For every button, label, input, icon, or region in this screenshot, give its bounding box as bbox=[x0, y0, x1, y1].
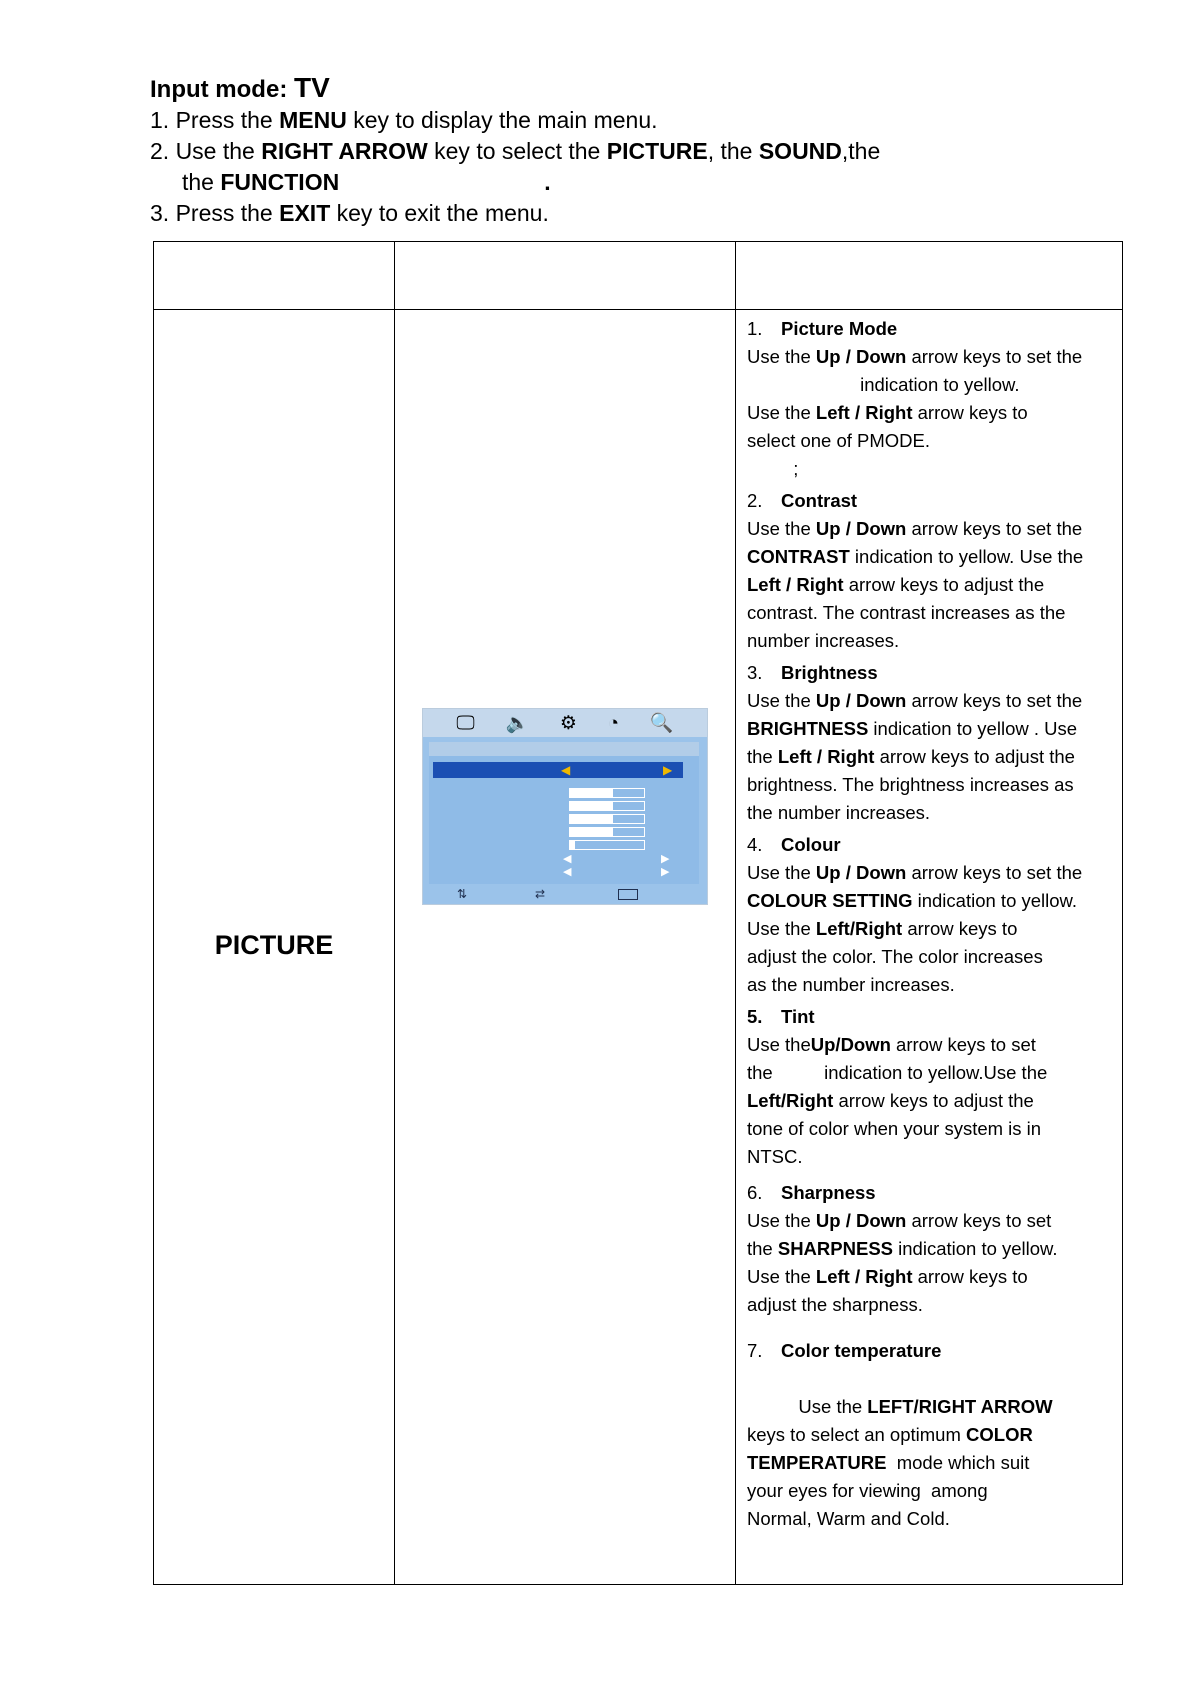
header-cell-description bbox=[736, 242, 1123, 310]
section-line bbox=[747, 427, 1113, 455]
section-line bbox=[747, 1031, 1113, 1059]
section-line bbox=[747, 543, 1113, 571]
section-title: Contrast bbox=[781, 490, 858, 511]
section-number: 5. bbox=[747, 1006, 763, 1027]
section-line bbox=[747, 715, 1113, 743]
line-segment: arrow keys to set the bbox=[906, 690, 1083, 711]
line-segment: LEFT/RIGHT ARROW bbox=[867, 1396, 1053, 1417]
line-segment: arrow keys to set the bbox=[906, 346, 1083, 367]
line-segment: Up / Down bbox=[815, 862, 907, 883]
line-segment: Use the bbox=[747, 1034, 811, 1055]
section-number: 4. bbox=[747, 834, 763, 855]
osd-panel bbox=[429, 742, 699, 884]
section-4 bbox=[747, 831, 1113, 999]
line-segment: Use the bbox=[747, 1266, 816, 1287]
picture-icon: 🖵 bbox=[456, 712, 475, 734]
line-segment: SHARPNESS bbox=[777, 1238, 893, 1259]
osd-selected-row bbox=[433, 762, 683, 778]
section-number: 6. bbox=[747, 1182, 763, 1203]
line-segment: COLOUR SETTING bbox=[747, 890, 913, 911]
line-segment: arrow keys to set the bbox=[906, 862, 1083, 883]
section-heading bbox=[747, 659, 1113, 687]
line-segment: BRIGHTNESS bbox=[747, 718, 869, 739]
line-segment: Use the bbox=[747, 862, 816, 883]
section-number: 2. bbox=[747, 490, 763, 511]
function-icon: ⚙ bbox=[559, 712, 577, 734]
osd-bar-fill bbox=[570, 789, 613, 797]
line-segment: keys to select an optimum bbox=[747, 1424, 967, 1445]
line-segment: Left/Right bbox=[815, 918, 903, 939]
line-segment: arrow keys to bbox=[912, 1266, 1028, 1287]
line-segment: Left / Right bbox=[747, 574, 844, 595]
osd-bar-fill bbox=[570, 815, 613, 823]
line-segment: adjust the sharpness. bbox=[747, 1294, 923, 1315]
line-segment: Up / Down bbox=[815, 346, 907, 367]
section-line bbox=[747, 687, 1113, 715]
step-2: 2. Use the RIGHT ARROW key to select the PICTURE, the SOUND,the bbox=[150, 138, 881, 164]
line-segment: CONTRAST bbox=[747, 546, 850, 567]
right-arrow-icon: ▶ bbox=[663, 763, 673, 777]
section-line bbox=[747, 1365, 1113, 1393]
section-line bbox=[747, 971, 1113, 999]
line-segment: Left / Right bbox=[777, 746, 875, 767]
line-segment: Use the bbox=[747, 1210, 816, 1231]
line-segment: Left/Right bbox=[747, 1090, 834, 1111]
leftright-icon: ⇄ bbox=[535, 887, 546, 901]
line-segment: indication to yellow. Use the bbox=[849, 546, 1084, 567]
menu-name-cell bbox=[154, 310, 395, 1585]
line-segment: Up / Down bbox=[815, 518, 907, 539]
line-segment: arrow keys to set bbox=[906, 1210, 1052, 1231]
line-segment: NTSC. bbox=[747, 1146, 803, 1167]
section-heading bbox=[747, 1337, 1113, 1365]
osd-bar-tint bbox=[569, 827, 645, 837]
section-line bbox=[747, 1449, 1113, 1477]
line-segment: number increases. bbox=[747, 630, 900, 651]
line-segment: tone of color when your system is in bbox=[747, 1118, 1042, 1139]
step-1: 1. Press the MENU key to display the main menu. bbox=[150, 107, 658, 133]
line-segment: contrast. The contrast increases as the bbox=[747, 602, 1066, 623]
section-title: Colour bbox=[781, 834, 841, 855]
section-line bbox=[747, 1393, 1113, 1421]
line-segment: Left / Right bbox=[815, 1266, 913, 1287]
section-heading bbox=[747, 831, 1113, 859]
lock-icon: 🔍 bbox=[649, 712, 674, 734]
section-title: Tint bbox=[781, 1006, 815, 1027]
left-arrow-icon: ◀ bbox=[561, 763, 571, 777]
line-segment: mode which suit bbox=[886, 1452, 1030, 1473]
section-3 bbox=[747, 659, 1113, 827]
section-line bbox=[747, 1087, 1113, 1115]
line-segment: indication to yellow. bbox=[912, 890, 1078, 911]
section-line bbox=[747, 627, 1113, 655]
section-line bbox=[747, 599, 1113, 627]
line-segment: Use the bbox=[747, 918, 816, 939]
osd-menu-screenshot bbox=[422, 708, 708, 905]
input-mode-value: TV bbox=[293, 72, 330, 103]
menu-table bbox=[153, 241, 1123, 1585]
section-line bbox=[747, 1291, 1113, 1319]
section-number: 7. bbox=[747, 1340, 763, 1361]
sound-icon: 🔈 bbox=[505, 712, 530, 734]
section-line bbox=[747, 799, 1113, 827]
step-3: 3. Press the EXIT key to exit the menu. bbox=[150, 200, 549, 226]
description-list bbox=[736, 310, 1122, 1533]
line-segment: the indication to yellow.Use the bbox=[747, 1062, 1048, 1083]
line-segment: Use the bbox=[747, 1396, 868, 1417]
line-segment: Normal, Warm and Cold. bbox=[747, 1508, 950, 1529]
table-header-row bbox=[154, 242, 1123, 310]
section-line bbox=[747, 1477, 1113, 1505]
line-segment: arrow keys to adjust the bbox=[874, 746, 1075, 767]
header-cell-screen bbox=[395, 242, 736, 310]
line-segment: Left / Right bbox=[815, 402, 913, 423]
section-line bbox=[747, 515, 1113, 543]
line-segment: the bbox=[747, 746, 778, 767]
section-number: 3. bbox=[747, 662, 763, 683]
line-segment: arrow keys to adjust the bbox=[833, 1090, 1034, 1111]
section-line bbox=[747, 571, 1113, 599]
section-line bbox=[747, 1235, 1113, 1263]
line-segment: Use the bbox=[747, 402, 816, 423]
updown-icon: ⇅ bbox=[457, 887, 468, 901]
section-line bbox=[747, 455, 1113, 483]
section-heading bbox=[747, 1003, 1113, 1031]
section-line bbox=[747, 1421, 1113, 1449]
menu-name: PICTURE bbox=[214, 929, 334, 960]
section-heading bbox=[747, 1179, 1113, 1207]
osd-tab-bar bbox=[423, 709, 707, 737]
osd-bar-colour bbox=[569, 814, 645, 824]
section-line bbox=[747, 1115, 1113, 1143]
osd-bar-fill bbox=[570, 802, 613, 810]
line-segment: the bbox=[747, 1238, 778, 1259]
line-segment: ; bbox=[747, 458, 799, 479]
line-segment: indication to yellow. bbox=[893, 1238, 1058, 1259]
instructions bbox=[150, 72, 880, 229]
osd-bar-contrast bbox=[569, 788, 645, 798]
line-segment: Up/Down bbox=[810, 1034, 891, 1055]
line-segment: Up / Down bbox=[815, 1210, 907, 1231]
section-line bbox=[747, 371, 1113, 399]
section-number: 1. bbox=[747, 318, 763, 339]
section-5 bbox=[747, 1003, 1113, 1171]
section-title: Picture Mode bbox=[781, 318, 898, 339]
section-title: Sharpness bbox=[781, 1182, 876, 1203]
line-segment: Up / Down bbox=[815, 690, 907, 711]
header-cell-menu bbox=[154, 242, 395, 310]
line-segment: COLOR bbox=[966, 1424, 1033, 1445]
line-segment: Use the bbox=[747, 346, 816, 367]
time-icon: ◔ bbox=[607, 712, 620, 734]
section-6 bbox=[747, 1179, 1113, 1319]
line-segment: arrow keys to bbox=[912, 402, 1028, 423]
line-segment: your eyes for viewing among bbox=[747, 1480, 988, 1501]
osd-cell bbox=[395, 310, 736, 1585]
section-2 bbox=[747, 487, 1113, 655]
right-arrow-icon: ▶ bbox=[661, 853, 670, 865]
line-segment: Use the bbox=[747, 690, 816, 711]
osd-bar-sharpness bbox=[569, 840, 645, 850]
menu-key-icon bbox=[618, 889, 638, 900]
section-line bbox=[747, 1505, 1113, 1533]
line-segment: arrow keys to set bbox=[890, 1034, 1036, 1055]
osd-footer bbox=[423, 886, 707, 904]
line-segment: Use the bbox=[747, 518, 816, 539]
osd-bar-brightness bbox=[569, 801, 645, 811]
description-cell bbox=[736, 310, 1123, 1585]
line-segment: select one of PMODE. bbox=[747, 430, 931, 451]
section-7 bbox=[747, 1337, 1113, 1533]
line-segment: arrow keys to adjust the bbox=[843, 574, 1045, 595]
section-line bbox=[747, 771, 1113, 799]
line-segment: indication to yellow . Use bbox=[868, 718, 1078, 739]
line-segment: indication to yellow. bbox=[747, 374, 1020, 395]
section-line bbox=[747, 943, 1113, 971]
section-line bbox=[747, 1143, 1113, 1171]
section-heading bbox=[747, 487, 1113, 515]
osd-bar-fill bbox=[570, 828, 613, 836]
section-line bbox=[747, 859, 1113, 887]
section-line bbox=[747, 399, 1113, 427]
input-mode-title: Input mode: TV bbox=[150, 72, 330, 103]
osd-bar-fill bbox=[570, 841, 575, 849]
section-line bbox=[747, 1207, 1113, 1235]
section-line bbox=[747, 1263, 1113, 1291]
left-arrow-icon: ◀ bbox=[563, 866, 572, 878]
left-arrow-icon: ◀ bbox=[563, 853, 572, 865]
line-segment: TEMPERATURE bbox=[747, 1452, 887, 1473]
line-segment: the number increases. bbox=[747, 802, 931, 823]
section-line bbox=[747, 1059, 1113, 1087]
section-title: Brightness bbox=[781, 662, 878, 683]
line-segment: as the number increases. bbox=[747, 974, 955, 995]
section-1 bbox=[747, 315, 1113, 483]
line-segment bbox=[747, 1368, 752, 1389]
section-title: Color temperature bbox=[781, 1340, 942, 1361]
line-segment: adjust the color. The color increases bbox=[747, 946, 1043, 967]
line-segment: arrow keys to set the bbox=[906, 518, 1083, 539]
section-line bbox=[747, 343, 1113, 371]
step-2-continued: the FUNCTION . bbox=[182, 169, 551, 195]
section-line bbox=[747, 743, 1113, 771]
section-line bbox=[747, 887, 1113, 915]
section-heading bbox=[747, 315, 1113, 343]
section-line bbox=[747, 915, 1113, 943]
line-segment: brightness. The brightness increases as bbox=[747, 774, 1074, 795]
right-arrow-icon: ▶ bbox=[661, 866, 670, 878]
line-segment: arrow keys to bbox=[902, 918, 1018, 939]
table-row-picture bbox=[154, 310, 1123, 1585]
